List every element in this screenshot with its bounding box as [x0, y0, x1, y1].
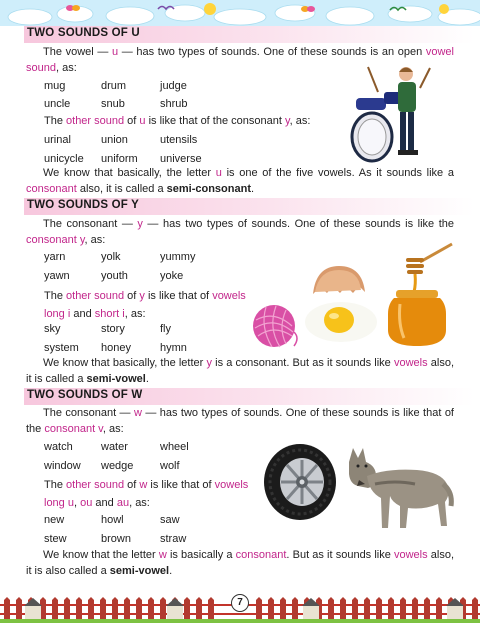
sun-icon	[439, 4, 449, 14]
page-number: 7	[231, 594, 249, 612]
word-item: yarn	[44, 251, 66, 263]
word-item: uniform	[101, 153, 138, 165]
word-item: wheel	[160, 441, 189, 453]
word-item: yawn	[44, 270, 70, 282]
section-heading-u: TWO SOUNDS OF U	[24, 26, 474, 43]
word-item: unicycle	[44, 153, 84, 165]
wolf-illustration	[345, 440, 455, 536]
section-heading-y: TWO SOUNDS OF Y	[24, 198, 474, 215]
word-item: uncle	[44, 98, 71, 110]
word-item: wedge	[101, 460, 134, 472]
word-item: stew	[44, 533, 67, 545]
word-item: fly	[160, 323, 171, 335]
word-item: water	[101, 441, 128, 453]
intro-paragraph-u: The vowel — u — has two types of sounds. One of these sounds is an open vowel sound, as:	[26, 46, 454, 74]
closing-paragraph-y: We know that basically, the letter y is a consonant. But as it sounds like vowels also, it is called a semi-vowel.	[26, 357, 454, 385]
word-item: mug	[44, 80, 66, 92]
word-item: urinal	[44, 134, 71, 146]
word-item: shrub	[160, 98, 188, 110]
honey-jar-illustration	[386, 240, 456, 350]
word-item: new	[44, 514, 65, 526]
intro-paragraph-y: The consonant — y — has two types of sounds. One of these sounds is like the consonant y, as:	[26, 218, 454, 246]
word-item: hymn	[160, 342, 187, 354]
word-item: yummy	[160, 251, 196, 263]
word-item: saw	[160, 514, 180, 526]
other-sound-line-w: The other sound of w is like that of vowels long u, ou and au, as:	[44, 479, 249, 509]
tyre-illustration	[262, 442, 338, 522]
closing-paragraph-w: We know that the letter w is basically a consonant. But as it sounds like vowels also, it is also called a semi-vowel.	[26, 549, 455, 577]
word-item: story	[101, 323, 125, 335]
word-item: judge	[160, 80, 187, 92]
word-item: union	[101, 134, 128, 146]
word-item: wolf	[160, 460, 180, 472]
word-item: snub	[101, 98, 125, 110]
word-item: brown	[101, 533, 131, 545]
word-item: yolk	[101, 251, 121, 263]
word-item: drum	[101, 80, 127, 92]
word-item: system	[44, 342, 79, 354]
word-item: sky	[44, 323, 61, 335]
word-item: straw	[160, 533, 187, 545]
top-decorative-border	[0, 0, 480, 26]
word-item: utensils	[160, 134, 198, 146]
broken-egg-illustration	[303, 262, 381, 344]
sun-icon	[204, 3, 216, 15]
word-item: honey	[101, 342, 131, 354]
word-item: yoke	[160, 270, 184, 282]
intro-paragraph-w: The consonant — w — has two types of sounds. One of these sounds is like that of the consonant v, as:	[26, 407, 454, 435]
word-item: howl	[101, 514, 124, 526]
section-heading-w: TWO SOUNDS OF W	[24, 388, 474, 405]
word-item: window	[44, 460, 81, 472]
word-item: youth	[101, 270, 128, 282]
closing-paragraph-u: We know that basically, the letter u is one of the five vowels. As it sounds like a consonant also, it is called a semi-consonant.	[26, 167, 454, 195]
other-sound-line-u: The other sound of u is like that of the consonant y, as:	[44, 115, 311, 127]
word-item: watch	[44, 441, 73, 453]
other-sound-line-y: The other sound of y is like that of vowels long i and short i, as:	[44, 290, 246, 320]
drummer-boy-illustration	[348, 62, 434, 166]
word-item: universe	[160, 153, 202, 165]
yarn-ball-illustration	[250, 302, 298, 350]
